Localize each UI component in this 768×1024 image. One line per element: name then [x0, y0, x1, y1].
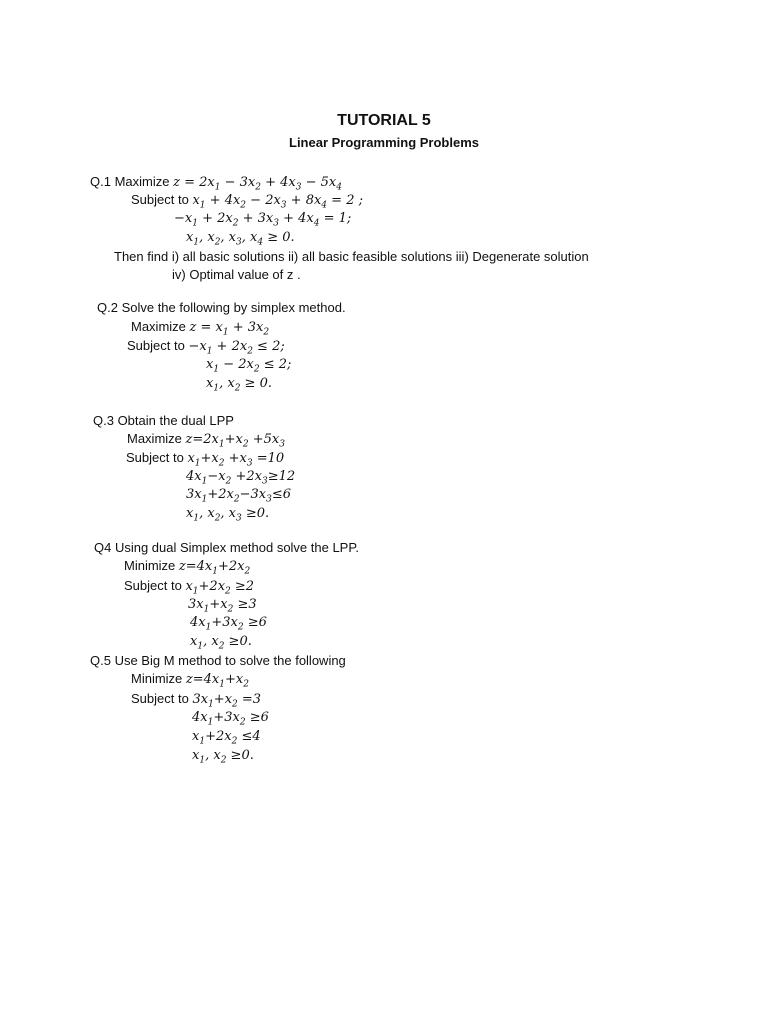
- q2-constraint-1: $-x_1 + 2x_2 \le 2$;: [188, 339, 285, 357]
- q4-lead: Q4 Using dual Simplex method solve the LPP.: [94, 540, 359, 555]
- q2-subject-to: Subject to: [127, 338, 185, 353]
- q1-constraint-1: $x_1 + 4x_2 - 2x_3 + 8x_4 = 2$ ;: [192, 193, 363, 211]
- q1-task-line-2: iv) Optimal value of z .: [172, 267, 301, 282]
- q2-lead: Q.2 Solve the following by simplex method.: [97, 300, 346, 315]
- q4-objective: $z=4x_1+2x_2$: [178, 559, 251, 577]
- q2-constraint-3: $x_1$, $x_2 \ge 0$.: [206, 376, 272, 394]
- q5-subject-to: Subject to: [131, 691, 189, 706]
- q4-constraint-2: $3x_1+x_2 \ge 3$: [188, 597, 257, 615]
- q4-minimize: Minimize: [124, 558, 176, 573]
- q1-lead: Q.1 Maximize: [90, 174, 170, 189]
- q2-maximize: Maximize: [131, 319, 186, 334]
- q5-objective: $z=4x_1+x_2$: [185, 672, 249, 690]
- q3-constraint-1: $x_1+x_2 +x_3 =10$: [187, 451, 285, 469]
- q5-constraint-2: $4x_1+3x_2 \ge 6$: [192, 710, 269, 728]
- q4-constraint-3: $4x_1+3x_2 \ge 6$: [190, 615, 267, 633]
- q5-lead: Q.5 Use Big M method to solve the following: [90, 653, 346, 668]
- q1-objective: $z = 2x_1 - 3x_2 + 4x_3 - 5x_4$: [173, 175, 342, 193]
- q3-constraint-2: $4x_1-x_2 +2x_3\ge 12$: [186, 469, 296, 487]
- document-subtitle: Linear Programming Problems: [289, 135, 479, 150]
- q3-lead: Q.3 Obtain the dual LPP: [93, 413, 234, 428]
- q3-subject-to: Subject to: [126, 450, 184, 465]
- q5-constraint-3: $x_1+2x_2 \le 4$: [192, 729, 261, 747]
- q1-constraint-2: $-x_1 + 2x_2 + 3x_3 + 4x_4 = 1$;: [174, 211, 352, 229]
- q3-constraint-3: $3x_1+2x_2-3x_3\le 6$: [186, 487, 291, 505]
- q4-constraint-4: $x_1$, $x_2 \ge 0$.: [190, 634, 252, 652]
- q5-constraint-1: $3x_1+x_2 =3$: [192, 692, 262, 710]
- q4-constraint-1: $x_1+2x_2 \ge 2$: [185, 579, 255, 597]
- q2-objective: $z = x_1 + 3x_2$: [189, 320, 270, 338]
- q1-subject-to: Subject to: [131, 192, 189, 207]
- document-title: TUTORIAL 5: [337, 112, 431, 129]
- q5-minimize: Minimize: [131, 671, 183, 686]
- q1-task-line-1: Then find i) all basic solutions ii) all basic feasible solutions iii) Degenerate solution: [114, 249, 589, 264]
- q3-maximize: Maximize: [127, 431, 182, 446]
- q2-constraint-2: $x_1 - 2x_2 \le 2$;: [206, 357, 292, 375]
- q4-subject-to: Subject to: [124, 578, 182, 593]
- q5-constraint-4: $x_1$, $x_2 \ge 0$.: [192, 748, 254, 766]
- q3-constraint-4: $x_1$, $x_2$, $x_3 \ge 0$.: [186, 506, 270, 524]
- q1-constraint-3: $x_1$, $x_2$, $x_3$, $x_4 \ge 0$.: [186, 230, 295, 248]
- q3-objective: $z=2x_1+x_2 +5x_3$: [185, 432, 285, 450]
